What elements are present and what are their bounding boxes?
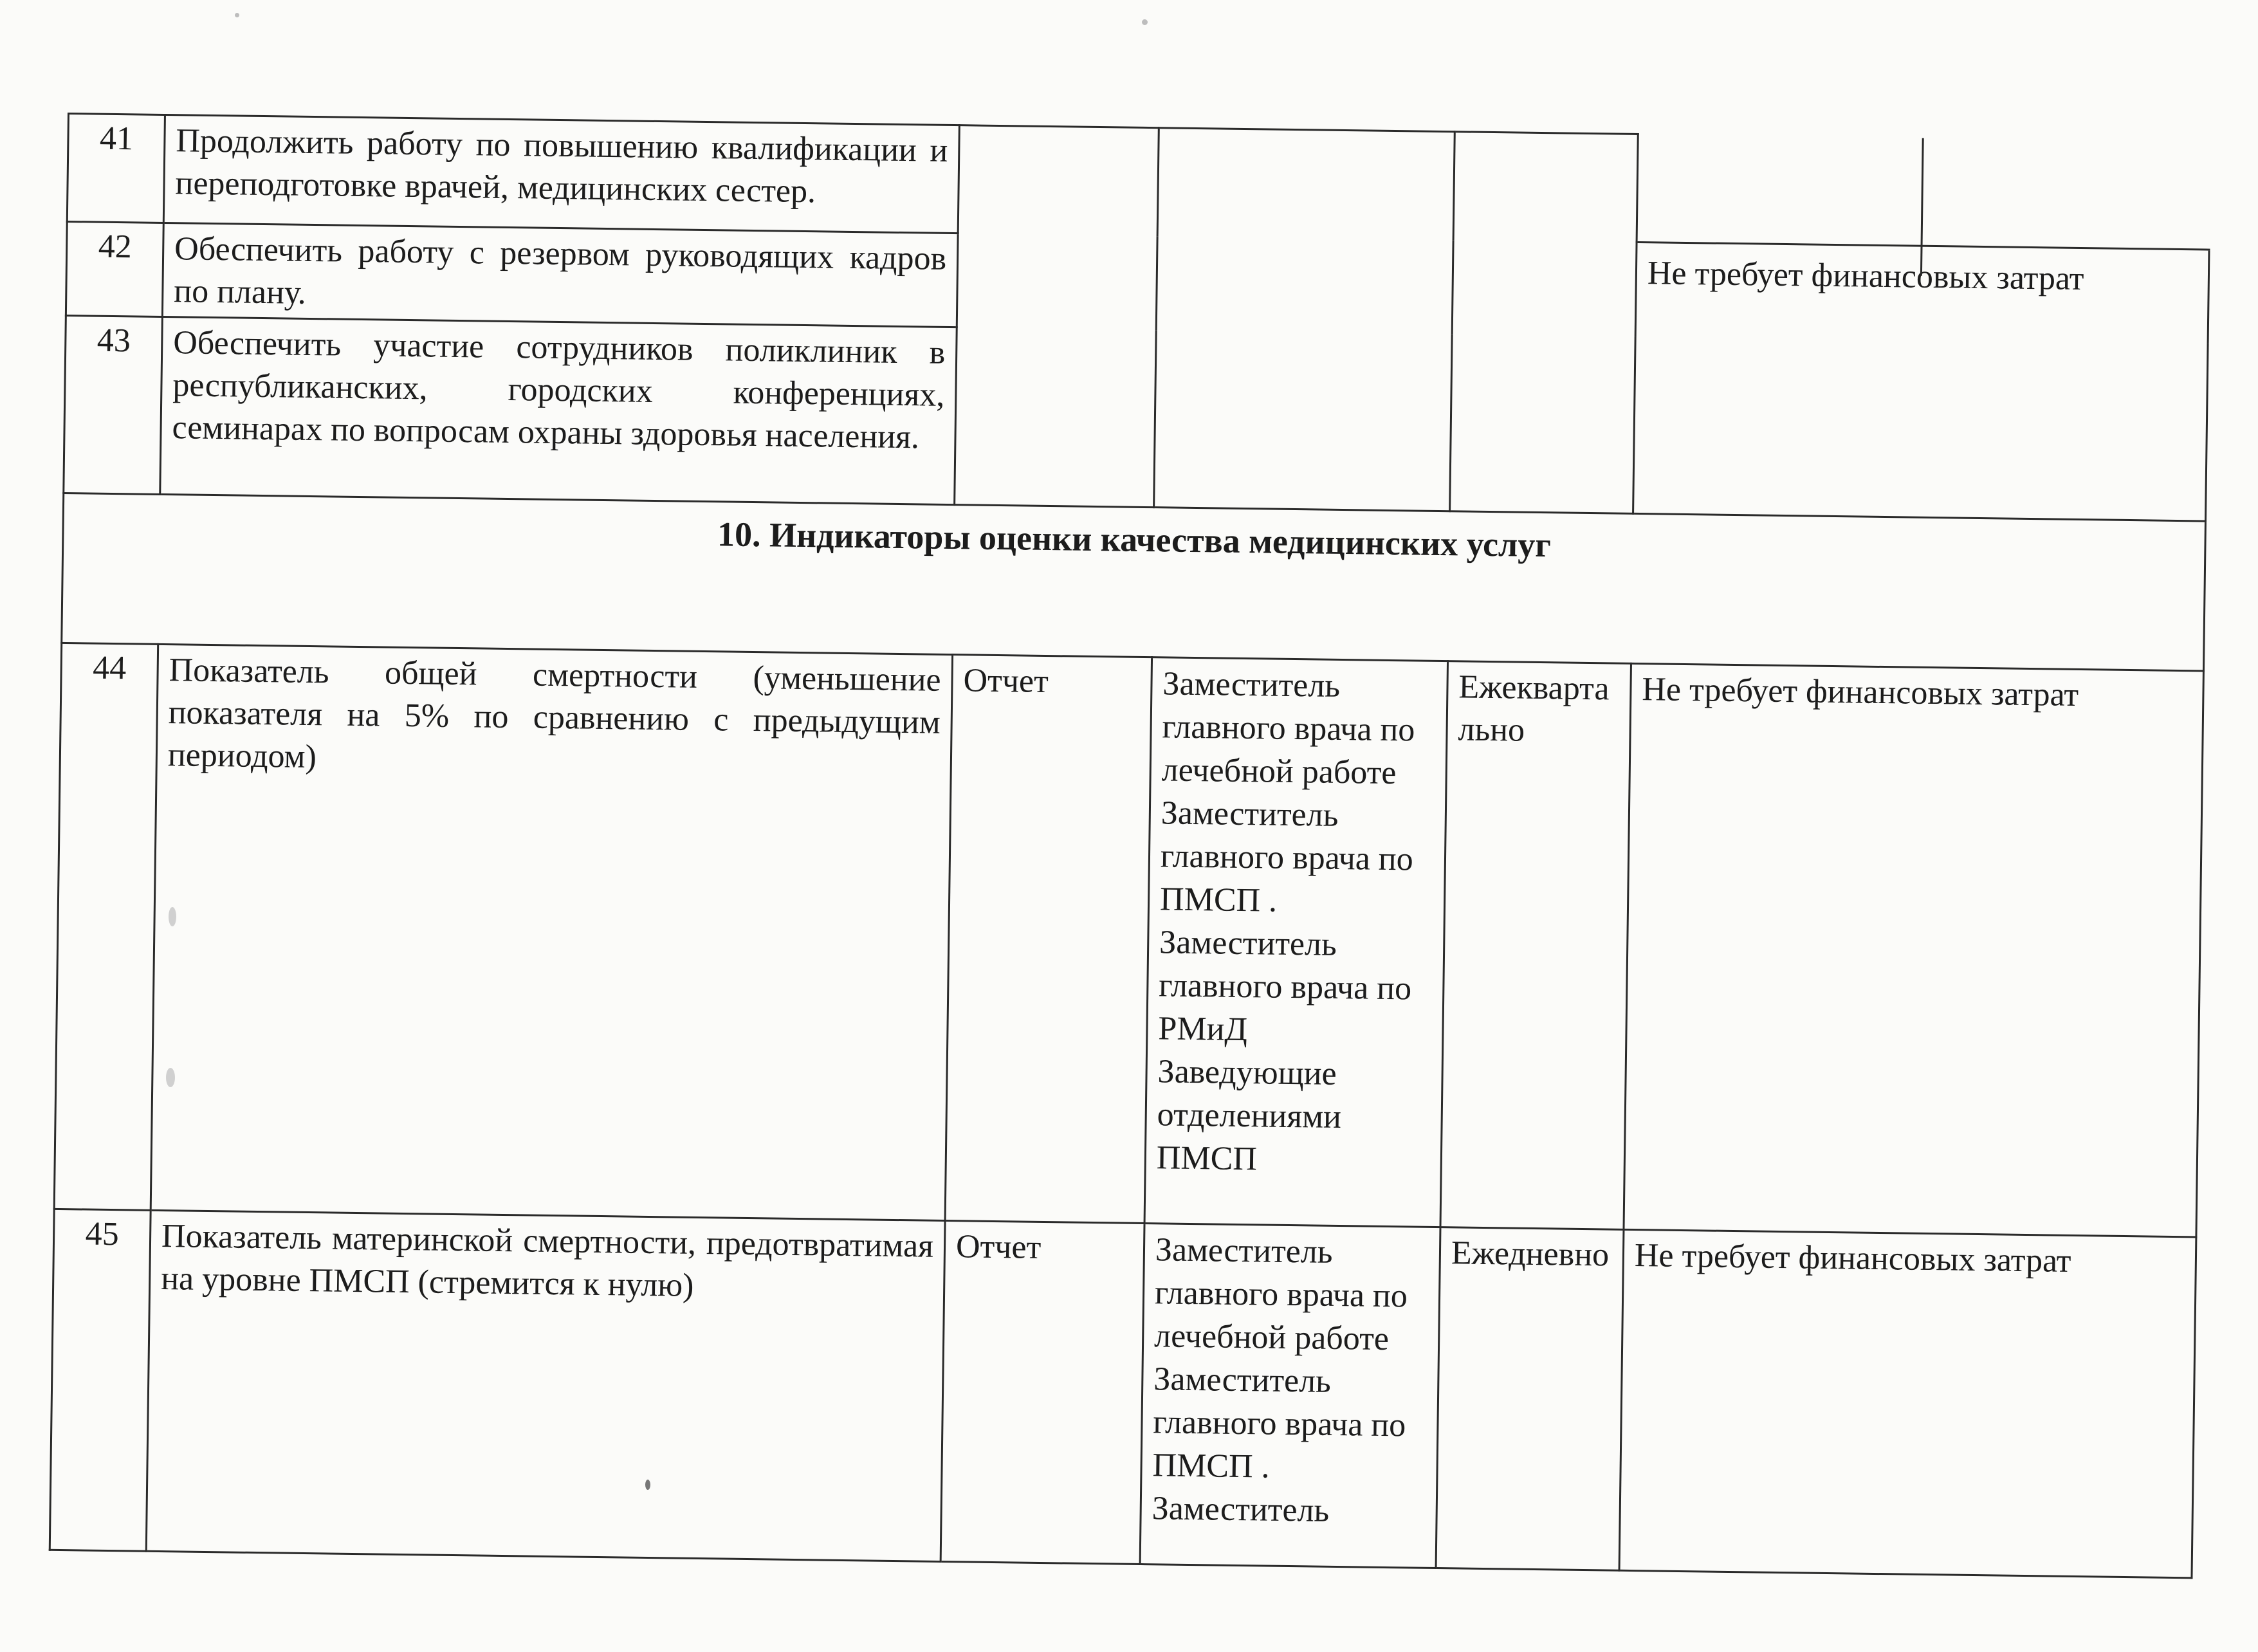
table-row [54,643,2203,1237]
indicator-form: Отчет [945,655,1152,1224]
scan-speck [645,1480,650,1490]
row-number: 44 [54,643,158,1210]
table-row [50,1209,2196,1578]
indicator-financing: Не требует финансовых затрат [1619,1229,2196,1578]
indicator-form: Отчет [941,1221,1144,1565]
row-number: 42 [66,222,163,317]
row-number: 45 [50,1209,151,1551]
indicator-text: Показатель материнской смертности, предотвратимая на уровне ПМСП (стремится к нулю) [146,1210,945,1561]
scan-speck [235,13,239,17]
scan-speck [1142,19,1148,25]
scan-speck [169,907,176,926]
row-text: Продолжить работу по повышению квалификации и переподготовке врачей, медицинских сестер. [163,115,959,233]
blank-cell [1637,134,2210,250]
plan-table [49,113,2212,1579]
frequency-cell [1450,132,1638,514]
indicator-frequency: Ежеквартально [1440,661,1631,1230]
indicator-financing: Не требует финансовых затрат [1624,663,2203,1237]
responsible-cell [1154,128,1455,511]
form-cell [955,125,1159,508]
section-row [62,493,2206,671]
row-text: Обеспечить работу с резервом руководящих кадров по плану. [162,223,958,327]
row-number: 43 [64,315,163,494]
scan-speck [166,1068,175,1087]
indicator-text: Показатель общей смертности (уменьшение показателя на 5% по сравнению с предыдущим периодом) [151,644,952,1220]
indicator-frequency: Ежедневно [1436,1227,1624,1571]
row-number: 41 [67,114,165,223]
row-text: Обеспечить участие сотрудников поликлиник в республиканских, городских конференциях, семинарах по вопросам охраны здоровья населения. [160,317,957,504]
indicator-responsible: Заместитель главного врача по лечебной работе Заместитель главного врача по ПМСП . Заместитель главного врача по РМиД Заведующие отделениями ПМСП [1144,657,1447,1227]
indicator-responsible: Заместитель главного врача по лечебной работе Заместитель главного врача по ПМСП . Заместитель [1140,1224,1440,1568]
document-page [48,113,2209,1652]
financing-cell: Не требует финансовых затрат [1633,242,2209,521]
section-title: 10. Индикаторы оценки качества медицинских услуг [62,493,2206,671]
